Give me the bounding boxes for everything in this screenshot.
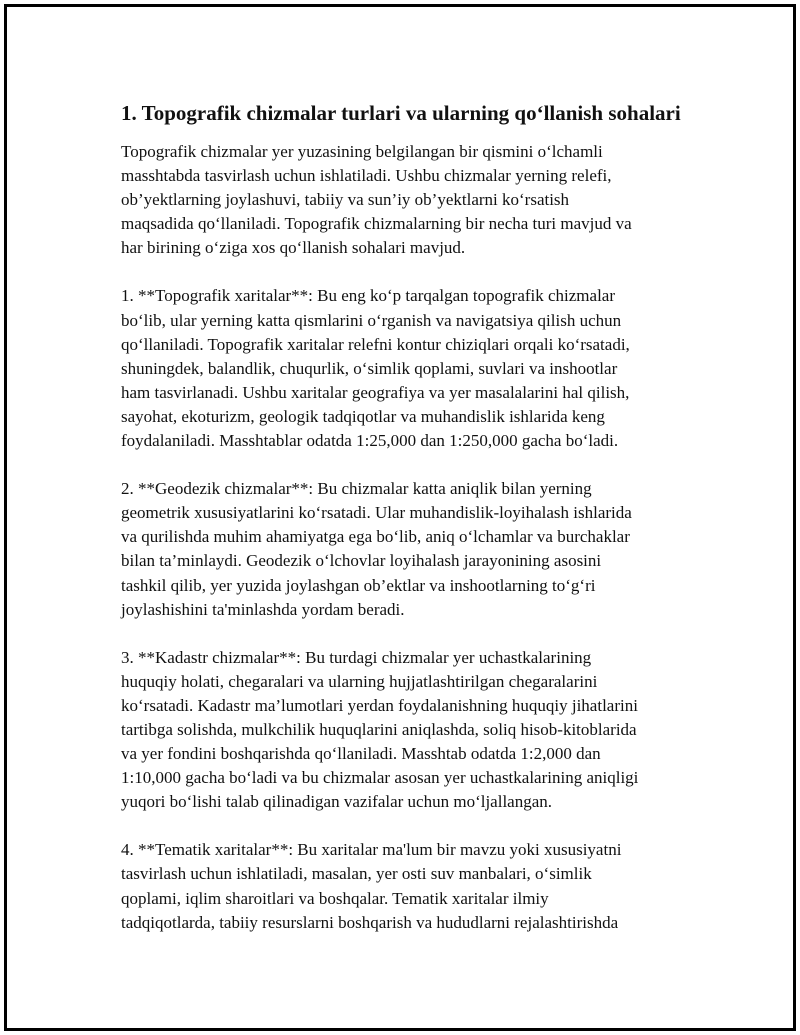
- cadastral-drawings-paragraph: 3. **Kadastr chizmalar**: Bu turdagi chizmalar yer uchastkalarining huquqiy holati, chegaralari va ularning hujjatlashtirilgan chegaralarini ko‘rsatadi. Kadastr ma’lumotlari yerdan foydalanishning huquqiy jihatlarini tartibga solishda, mulkchilik huquqlarini aniqlashda, soliq hisob-kitoblarida va yer fondini boshqarishda qo‘llaniladi. Masshtab odatda 1:2,000 dan 1:10,000 gacha bo‘ladi va bu chizmalar asosan yer uchastkalarining aniqligi yuqori bo‘lishi talab qilinadigan vazifalar uchun mo‘ljallangan.: [121, 647, 639, 812]
- topographic-maps-paragraph: 1. **Topografik xaritalar**: Bu eng ko‘p tarqalgan topografik chizmalar bo‘lib, ular yerning katta qismlarini o‘rganish va navigatsiya qilish uchun qo‘llaniladi. Topografik xaritalar relefni kontur chiziqlari orqali ko‘rsatadi, shuningdek, balandlik, chuqurlik, o‘simlik qoplami, suvlari va inshootlar ham tasvirlanadi. Ushbu xaritalar geografiya va yer masalalarini hal qilish, sayohat, ekoturizm, geologik tadqiqotlar va muhandislik ishlarida keng foydalaniladi. Masshtablar odatda 1:25,000 dan 1:250,000 gacha bo‘ladi.: [121, 286, 630, 451]
- thematic-maps-paragraph: 4. **Tematik xaritalar**: Bu xaritalar ma'lum bir mavzu yoki xususiyatni tasvirlash uchun ishlatiladi, masalan, yer osti suv manbalari, o‘simlik qoplami, iqlim sharoitlari va boshqalar. Tematik xaritalar ilmiy tadqiqotlarda, tabiiy resurslarni boshqarish va hududlarni rejalashtirishda: [121, 840, 622, 932]
- page-frame: [4, 4, 796, 1031]
- document-title: 1. Topografik chizmalar turlari va ularning qo‘llanish sohalari: [121, 101, 681, 125]
- intro-paragraph: Topografik chizmalar yer yuzasining belgilangan bir qismini o‘lchamli masshtabda tasvirlash uchun ishlatiladi. Ushbu chizmalar yerning relefi, ob’yektlarning joylashuvi, tabiiy va sun’iy ob’yektlarni ko‘rsatish maqsadida qo‘llaniladi. Topografik chizmalarning bir necha turi mavjud va har birining o‘ziga xos qo‘llanish sohalari mavjud.: [121, 142, 632, 258]
- geodetic-drawings-paragraph: 2. **Geodezik chizmalar**: Bu chizmalar katta aniqlik bilan yerning geometrik xususiyatlarini ko‘rsatadi. Ular muhandislik-loyihalash ishlarida va qurilishda muhim ahamiyatga ega bo‘lib, aniq o‘lchamlar va burchaklar bilan ta’minlaydi. Geodezik o‘lchovlar loyihalash jarayonining asosini tashkil qilib, yer yuzida joylashgan ob’ektlar va inshootlarning to‘g‘ri joylashishini ta'minlashda yordam beradi.: [121, 479, 632, 619]
- document-body: [121, 99, 701, 959]
